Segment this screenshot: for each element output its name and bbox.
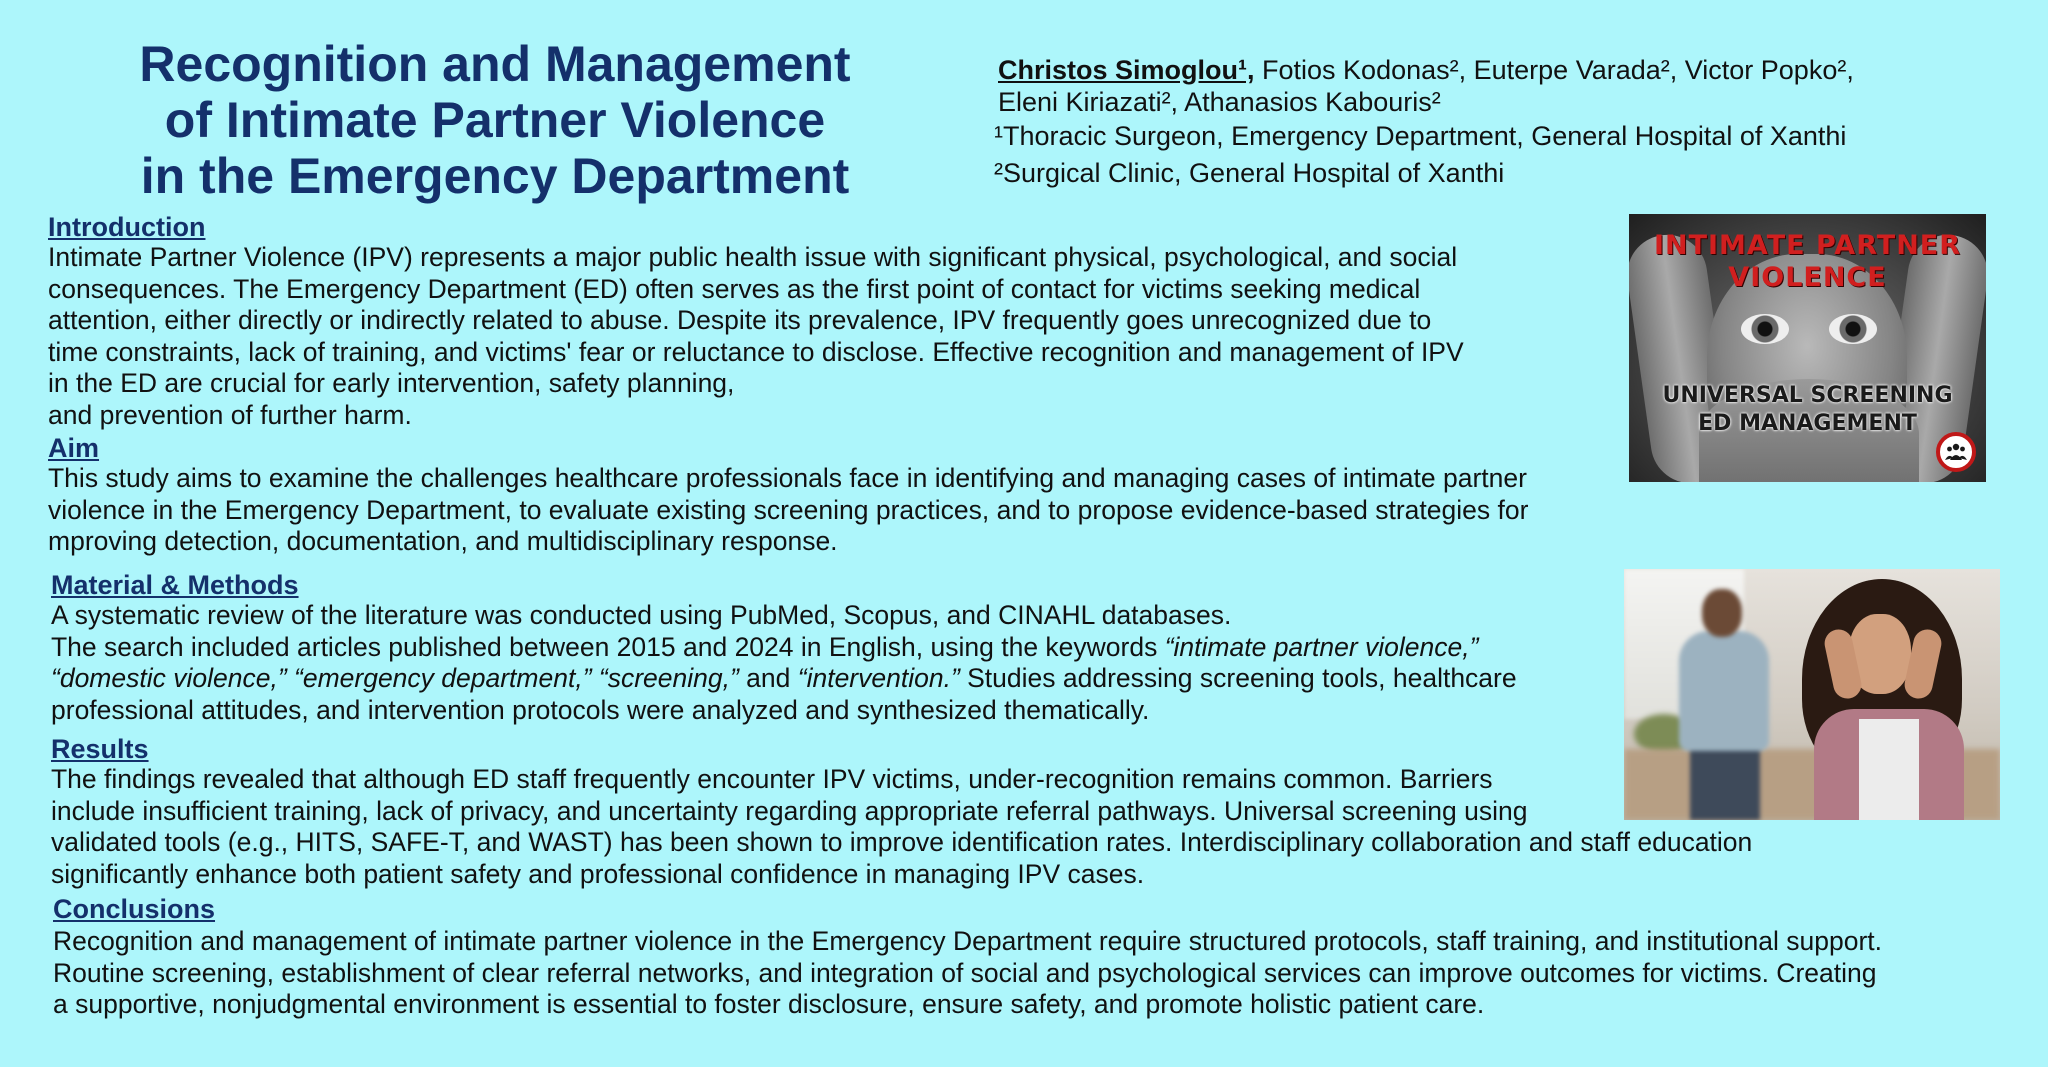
methods-body xyxy=(51,600,1517,726)
results-line: include insufficient training, lack of privacy, and uncertainty regarding appropriate referral pathways. Universal screening using xyxy=(51,795,1528,826)
intro-line: attention, either directly or indirectly related to abuse. Despite its prevalence, IPV frequently goes unrecognized due to xyxy=(48,305,1432,335)
introduction-heading: Introduction xyxy=(48,212,206,242)
aim-line: This study aims to examine the challenges healthcare professionals face in identifying and managing cases of intimate partner xyxy=(48,463,1527,493)
results-line: significantly enhance both patient safety and professional confidence in managing IPV cases. xyxy=(51,858,1145,889)
poster-graphic-subtitle-1: UNIVERSAL SCREENING xyxy=(1662,383,1953,408)
conclusions-line: Routine screening, establishment of clear referral networks, and integration of social and psychological services can improve outcomes for victims. Creating xyxy=(53,957,1877,988)
poster-title xyxy=(100,36,890,204)
conclusions-body xyxy=(53,926,1882,1021)
title-line-1: Recognition and Management xyxy=(139,36,851,92)
intro-line: Intimate Partner Violence (IPV) represents a major public health issue with significant physical, psychological, and social xyxy=(48,242,1458,272)
aim-line: violence in the Emergency Department, to evaluate existing screening practices, and to propose evidence-based strategies for xyxy=(48,494,1529,525)
people-group-icon xyxy=(1936,432,1976,472)
man-legs-shape xyxy=(1690,744,1760,820)
man-head-shape xyxy=(1702,589,1742,637)
results-heading: Results xyxy=(51,734,149,764)
right-eye-shape xyxy=(1829,314,1877,344)
poster-graphic-subtitle-2: ED MANAGEMENT xyxy=(1698,411,1917,436)
methods-text: and xyxy=(738,663,798,693)
methods-line xyxy=(51,632,1517,664)
intro-line: and prevention of further harm. xyxy=(48,399,412,430)
methods-line xyxy=(51,663,1517,695)
distressed-woman-photo xyxy=(1624,569,2000,820)
title-line-2: of Intimate Partner Violence xyxy=(164,92,826,148)
affiliation-1: ¹Thoracic Surgeon, Emergency Department, General Hospital of Xanthi xyxy=(994,121,1847,151)
introduction-body xyxy=(48,242,1464,431)
results-body xyxy=(51,764,1752,890)
title-line-3: in the Emergency Department xyxy=(140,148,850,204)
man-body-shape xyxy=(1679,631,1769,751)
conclusions-line: a supportive, nonjudgmental environment is essential to foster disclosure, ensure safety, and promote holistic patient care. xyxy=(53,989,1485,1019)
author-list xyxy=(998,54,1998,118)
aim-body xyxy=(48,463,1528,558)
intro-line: consequences. The Emergency Department (ED) often serves as the first point of contact for victims seeking medical xyxy=(48,273,1421,304)
conclusions-heading: Conclusions xyxy=(53,894,216,924)
methods-keyword: “intimate partner violence,” xyxy=(1164,631,1479,662)
methods-keyword: “domestic violence,” “emergency department,” “screening,” xyxy=(51,663,739,693)
ipv-poster-image xyxy=(1629,214,1986,482)
conclusions-line: Recognition and management of intimate partner violence in the Emergency Department require structured protocols, staff training, and institutional support. xyxy=(53,926,1883,956)
first-author: Christos Simoglou¹, xyxy=(998,55,1255,85)
left-eye-shape xyxy=(1741,314,1789,344)
poster-graphic-title-1: INTIMATE PARTNER xyxy=(1653,230,1962,261)
aim-heading: Aim xyxy=(48,433,100,463)
woman-shirt-shape xyxy=(1859,719,1919,820)
affiliation-2: ²Surgical Clinic, General Hospital of Xanthi xyxy=(994,158,1505,188)
methods-line: A systematic review of the literature was conducted using PubMed, Scopus, and CINAHL databases. xyxy=(51,600,1232,630)
co-authors-line-1: Fotios Kodonas², Euterpe Varada², Victor Popko², xyxy=(1262,55,1854,85)
results-line: validated tools (e.g., HITS, SAFE-T, and WAST) has been shown to improve identification rates. Interdisciplinary collaboration and staff education xyxy=(51,827,1753,857)
aim-line: mproving detection, documentation, and multidisciplinary response. xyxy=(48,526,838,556)
methods-text: Studies addressing screening tools, healthcare xyxy=(959,663,1517,693)
methods-heading: Material & Methods xyxy=(51,570,299,600)
methods-line: professional attitudes, and intervention protocols were analyzed and synthesized thematically. xyxy=(51,694,1150,725)
poster-graphic-title-2: VIOLENCE xyxy=(1728,262,1887,293)
methods-keyword: “intervention.” xyxy=(797,663,960,693)
results-line: The findings revealed that although ED staff frequently encounter IPV victims, under-recognition remains common. Barriers xyxy=(51,764,1493,794)
intro-line: time constraints, lack of training, and victims' fear or reluctance to disclose. Effective recognition and management of IPV xyxy=(48,336,1464,367)
methods-text: The search included articles published between 2015 and 2024 in English, using the keywords xyxy=(51,631,1165,662)
intro-line: in the ED are crucial for early intervention, safety planning, xyxy=(48,368,735,398)
co-authors-line-2: Eleni Kiriazati², Athanasios Kabouris² xyxy=(998,87,1441,117)
